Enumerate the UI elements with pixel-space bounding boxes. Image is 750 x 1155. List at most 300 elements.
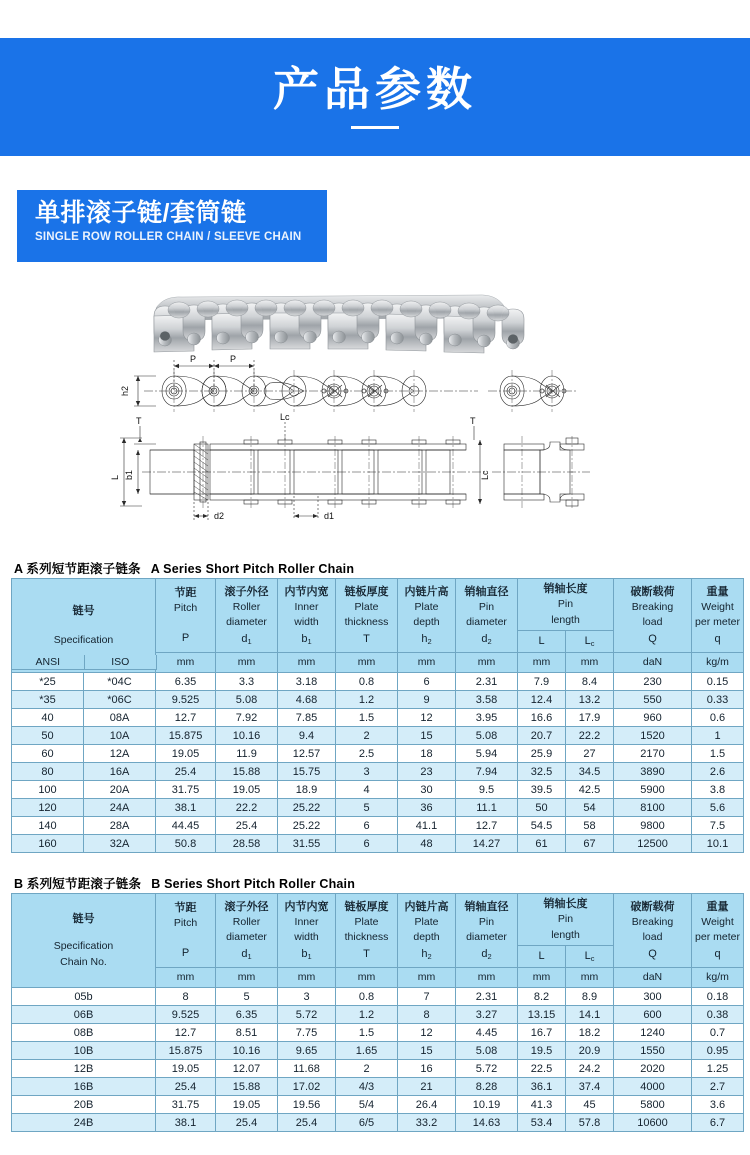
table-cell: 11.68 bbox=[278, 1060, 336, 1078]
label-inner-width: b1 bbox=[124, 469, 134, 480]
table-cell: 39.5 bbox=[518, 781, 566, 799]
table-cell: 31.75 bbox=[156, 1096, 216, 1114]
a-series-spec-table bbox=[11, 578, 744, 853]
table-cell: 11.1 bbox=[456, 799, 518, 817]
table-cell: 60 bbox=[12, 745, 84, 763]
table-cell: 3.18 bbox=[278, 673, 336, 691]
table-cell: 2.31 bbox=[456, 673, 518, 691]
table-cell: 15.88 bbox=[216, 1078, 278, 1096]
table-cell: 50.8 bbox=[156, 835, 216, 853]
table-cell: 34.5 bbox=[566, 763, 614, 781]
table-cell: 4/3 bbox=[336, 1078, 398, 1096]
table-cell: 5.08 bbox=[216, 691, 278, 709]
th-pin-length-group: 销轴长度 Pin length bbox=[518, 579, 614, 631]
table-cell: 0.18 bbox=[692, 988, 744, 1006]
table-cell: 15.875 bbox=[156, 727, 216, 745]
th-inner-width: 内节内宽 Inner width $b_1$ bbox=[278, 579, 336, 653]
table-cell: 19.5 bbox=[518, 1042, 566, 1060]
table-cell: 3.27 bbox=[456, 1006, 518, 1024]
table-cell: 06B bbox=[12, 1006, 156, 1024]
table-cell: 8.51 bbox=[216, 1024, 278, 1042]
th-unit-weight: kg/m bbox=[692, 652, 744, 673]
th-pin-length-Lc: $L_c$ bbox=[566, 631, 614, 652]
table-cell: 12B bbox=[12, 1060, 156, 1078]
th-b-unit-weight: kg/m bbox=[692, 967, 744, 988]
label-roller-diameter: d1 bbox=[324, 511, 335, 521]
table-cell: 08B bbox=[12, 1024, 156, 1042]
table-cell: 9.65 bbox=[278, 1042, 336, 1060]
label-pitch-1: P bbox=[190, 354, 197, 364]
table-cell: 10.1 bbox=[692, 835, 744, 853]
table-cell: 5.72 bbox=[456, 1060, 518, 1078]
table-cell: 37.4 bbox=[566, 1078, 614, 1096]
th-unit-pitch: mm bbox=[156, 652, 216, 673]
label-plate-thickness: T bbox=[136, 416, 142, 426]
th-b-unit-pitch: mm bbox=[156, 967, 216, 988]
table-cell: 6.35 bbox=[156, 673, 216, 691]
table-cell: 5.72 bbox=[278, 1006, 336, 1024]
table-row bbox=[12, 1024, 744, 1042]
table-cell: 25.22 bbox=[278, 817, 336, 835]
th-b-unit-inner-width: mm bbox=[278, 967, 336, 988]
table-cell: 25.4 bbox=[156, 1078, 216, 1096]
table-b-title-en: B Series Short Pitch Roller Chain bbox=[151, 877, 356, 891]
table-cell: 17.9 bbox=[566, 709, 614, 727]
th-b-pin-diameter: 销轴直径 Pin diameter $d_2$ bbox=[456, 894, 518, 968]
table-cell: 12.7 bbox=[156, 709, 216, 727]
table-row bbox=[12, 1006, 744, 1024]
technical-drawing bbox=[110, 354, 590, 521]
table-cell: 36 bbox=[398, 799, 456, 817]
table-cell: 31.75 bbox=[156, 781, 216, 799]
table-row bbox=[12, 1060, 744, 1078]
product-category-box bbox=[17, 190, 327, 262]
table-cell: 1.5 bbox=[336, 709, 398, 727]
th-b-pin-length-Lc: $L_c$ bbox=[566, 946, 614, 967]
table-cell: 9 bbox=[398, 691, 456, 709]
table-cell: 5800 bbox=[614, 1096, 692, 1114]
table-cell: 1240 bbox=[614, 1024, 692, 1042]
label-plate-depth: h2 bbox=[120, 385, 130, 396]
th-breaking-load: 破断载荷 Breaking load Q bbox=[614, 579, 692, 653]
table-cell: 40 bbox=[12, 709, 84, 727]
label-pin-length-Lc: Lc bbox=[280, 412, 290, 422]
table-cell: 1 bbox=[692, 727, 744, 745]
table-cell: 12.57 bbox=[278, 745, 336, 763]
table-cell: 22.5 bbox=[518, 1060, 566, 1078]
chain-photo bbox=[154, 295, 524, 353]
table-cell: 8.9 bbox=[566, 988, 614, 1006]
table-cell: 19.05 bbox=[216, 781, 278, 799]
table-cell: 5.6 bbox=[692, 799, 744, 817]
table-cell: 20A bbox=[84, 781, 156, 799]
page-header-banner bbox=[0, 38, 750, 156]
table-cell: 230 bbox=[614, 673, 692, 691]
table-cell: *04C bbox=[84, 673, 156, 691]
table-cell: 7.5 bbox=[692, 817, 744, 835]
table-cell: 27 bbox=[566, 745, 614, 763]
th-pin-diameter: 销轴直径 Pin diameter $d_2$ bbox=[456, 579, 518, 653]
table-cell: 4 bbox=[336, 781, 398, 799]
table-cell: 08A bbox=[84, 709, 156, 727]
table-cell: 24A bbox=[84, 799, 156, 817]
table-cell: 15.75 bbox=[278, 763, 336, 781]
table-cell: 100 bbox=[12, 781, 84, 799]
table-cell: 6.35 bbox=[216, 1006, 278, 1024]
table-cell: 18.2 bbox=[566, 1024, 614, 1042]
th-b-pitch: 节距 Pitch P bbox=[156, 894, 216, 968]
table-row bbox=[12, 673, 744, 691]
product-figure bbox=[0, 278, 750, 538]
table-cell: 17.02 bbox=[278, 1078, 336, 1096]
table-cell: 2020 bbox=[614, 1060, 692, 1078]
table-cell: 14.27 bbox=[456, 835, 518, 853]
table-cell: 23 bbox=[398, 763, 456, 781]
th-unit-plate-thickness: mm bbox=[336, 652, 398, 673]
table-a-title-cn: A 系列短节距滚子链条 bbox=[14, 562, 141, 576]
table-cell: 50 bbox=[518, 799, 566, 817]
table-cell: 2.7 bbox=[692, 1078, 744, 1096]
b-series-table-body bbox=[12, 988, 744, 1132]
table-cell: 44.45 bbox=[156, 817, 216, 835]
table-cell: 6/5 bbox=[336, 1114, 398, 1132]
page-title: 产品参数 bbox=[273, 62, 477, 115]
table-cell: 0.38 bbox=[692, 1006, 744, 1024]
table-cell: 12 bbox=[398, 1024, 456, 1042]
table-cell: 0.15 bbox=[692, 673, 744, 691]
table-cell: 16 bbox=[398, 1060, 456, 1078]
table-cell: 12.07 bbox=[216, 1060, 278, 1078]
table-cell: 2170 bbox=[614, 745, 692, 763]
table-cell: 1.2 bbox=[336, 691, 398, 709]
table-cell: 8 bbox=[156, 988, 216, 1006]
th-plate-depth: 内链片高 Plate depth $h_2$ bbox=[398, 579, 456, 653]
th-weight: 重量 Weight per meter q bbox=[692, 579, 744, 653]
table-cell: 9.5 bbox=[456, 781, 518, 799]
a-series-chainno-subheaders bbox=[11, 655, 157, 670]
table-cell: 7.9 bbox=[518, 673, 566, 691]
table-row bbox=[12, 799, 744, 817]
table-cell: 14.63 bbox=[456, 1114, 518, 1132]
table-cell: 12.7 bbox=[456, 817, 518, 835]
table-cell: 7.75 bbox=[278, 1024, 336, 1042]
th-b-unit-pin-length-Lc: mm bbox=[566, 967, 614, 988]
table-row bbox=[12, 988, 744, 1006]
table-cell: 3890 bbox=[614, 763, 692, 781]
table-cell: 67 bbox=[566, 835, 614, 853]
th-roller-diameter: 滚子外径 Roller diameter $d_1$ bbox=[216, 579, 278, 653]
table-b-header-row-1 bbox=[12, 894, 744, 946]
th-b-pin-length-L: L bbox=[518, 946, 566, 967]
th-b-pin-length-group: 销轴长度 Pin length bbox=[518, 894, 614, 946]
table-cell: 7 bbox=[398, 988, 456, 1006]
table-a-title bbox=[14, 559, 354, 577]
table-cell: 1550 bbox=[614, 1042, 692, 1060]
table-cell: 0.7 bbox=[692, 1024, 744, 1042]
table-cell: 10.16 bbox=[216, 727, 278, 745]
table-cell: *06C bbox=[84, 691, 156, 709]
table-cell: 20.9 bbox=[566, 1042, 614, 1060]
table-cell: 8.4 bbox=[566, 673, 614, 691]
table-cell: 21 bbox=[398, 1078, 456, 1096]
table-cell: 1.65 bbox=[336, 1042, 398, 1060]
table-row bbox=[12, 709, 744, 727]
table-cell: 33.2 bbox=[398, 1114, 456, 1132]
table-cell: 5900 bbox=[614, 781, 692, 799]
th-unit-plate-depth: mm bbox=[398, 652, 456, 673]
table-cell: 25.4 bbox=[216, 1114, 278, 1132]
table-cell: 2.6 bbox=[692, 763, 744, 781]
table-cell: 0.8 bbox=[336, 988, 398, 1006]
table-cell: 53.4 bbox=[518, 1114, 566, 1132]
table-cell: 7.94 bbox=[456, 763, 518, 781]
table-cell: 20.7 bbox=[518, 727, 566, 745]
table-cell: 3.3 bbox=[216, 673, 278, 691]
table-cell: 5.08 bbox=[456, 1042, 518, 1060]
table-cell: 10B bbox=[12, 1042, 156, 1060]
table-cell: 32A bbox=[84, 835, 156, 853]
a-series-table-body bbox=[12, 673, 744, 853]
table-cell: 12A bbox=[84, 745, 156, 763]
table-cell: 18 bbox=[398, 745, 456, 763]
table-cell: 15.875 bbox=[156, 1042, 216, 1060]
th-b-unit-roller-diameter: mm bbox=[216, 967, 278, 988]
table-row bbox=[12, 763, 744, 781]
table-cell: 300 bbox=[614, 988, 692, 1006]
table-cell: 57.8 bbox=[566, 1114, 614, 1132]
label-pin-length-L: L bbox=[110, 474, 120, 480]
table-cell: 25.4 bbox=[216, 817, 278, 835]
table-row bbox=[12, 691, 744, 709]
table-cell: 16B bbox=[12, 1078, 156, 1096]
th-b-unit-pin-diameter: mm bbox=[456, 967, 518, 988]
table-cell: 1520 bbox=[614, 727, 692, 745]
table-cell: *35 bbox=[12, 691, 84, 709]
table-row bbox=[12, 745, 744, 763]
th-b-roller-diameter: 滚子外径 Roller diameter $d_1$ bbox=[216, 894, 278, 968]
table-cell: 61 bbox=[518, 835, 566, 853]
product-category-cn: 单排滚子链/套筒链 bbox=[35, 199, 247, 227]
table-cell: 3.95 bbox=[456, 709, 518, 727]
table-row bbox=[12, 781, 744, 799]
th-unit-roller-diameter: mm bbox=[216, 652, 278, 673]
table-cell: 0.6 bbox=[692, 709, 744, 727]
table-cell: 5/4 bbox=[336, 1096, 398, 1114]
table-cell: 960 bbox=[614, 709, 692, 727]
table-cell: 12.4 bbox=[518, 691, 566, 709]
table-cell: 10600 bbox=[614, 1114, 692, 1132]
th-b-plate-thickness: 链板厚度 Plate thickness T bbox=[336, 894, 398, 968]
th-unit-breaking-load: daN bbox=[614, 652, 692, 673]
table-cell: 600 bbox=[614, 1006, 692, 1024]
table-cell: 15 bbox=[398, 1042, 456, 1060]
table-cell: 38.1 bbox=[156, 1114, 216, 1132]
table-cell: 28A bbox=[84, 817, 156, 835]
table-cell: 11.9 bbox=[216, 745, 278, 763]
label-pitch-2: P bbox=[230, 354, 237, 364]
table-cell: 6 bbox=[398, 673, 456, 691]
table-cell: 5.08 bbox=[456, 727, 518, 745]
table-cell: 3 bbox=[336, 763, 398, 781]
table-cell: 31.55 bbox=[278, 835, 336, 853]
table-cell: 140 bbox=[12, 817, 84, 835]
table-cell: 7.85 bbox=[278, 709, 336, 727]
table-cell: 1.25 bbox=[692, 1060, 744, 1078]
table-cell: 45 bbox=[566, 1096, 614, 1114]
table-cell: 8.2 bbox=[518, 988, 566, 1006]
table-cell: 1.2 bbox=[336, 1006, 398, 1024]
table-cell: 22.2 bbox=[566, 727, 614, 745]
table-cell: 25.22 bbox=[278, 799, 336, 817]
table-cell: 2 bbox=[336, 1060, 398, 1078]
th-b-unit-breaking-load: daN bbox=[614, 967, 692, 988]
table-cell: 22.2 bbox=[216, 799, 278, 817]
th-pitch: 节距 Pitch P bbox=[156, 579, 216, 653]
table-cell: 16A bbox=[84, 763, 156, 781]
table-cell: 7.92 bbox=[216, 709, 278, 727]
table-cell: 3.6 bbox=[692, 1096, 744, 1114]
table-cell: 25.4 bbox=[278, 1114, 336, 1132]
table-cell: 1.5 bbox=[336, 1024, 398, 1042]
th-unit-pin-diameter: mm bbox=[456, 652, 518, 673]
th-plate-thickness: 链板厚度 Plate thickness T bbox=[336, 579, 398, 653]
table-cell: 24.2 bbox=[566, 1060, 614, 1078]
table-cell: 3.58 bbox=[456, 691, 518, 709]
label-plate-thickness-2: T bbox=[470, 416, 476, 426]
table-cell: 10.19 bbox=[456, 1096, 518, 1114]
table-cell: *25 bbox=[12, 673, 84, 691]
th-b-unit-pin-length-L: mm bbox=[518, 967, 566, 988]
th-b-chain-no: 链号 Specification Chain No. bbox=[12, 894, 156, 988]
table-cell: 6 bbox=[336, 835, 398, 853]
table-cell: 2 bbox=[336, 727, 398, 745]
th-b-breaking-load: 破断载荷 Breaking load Q bbox=[614, 894, 692, 968]
table-cell: 5.94 bbox=[456, 745, 518, 763]
th-b-unit-plate-thickness: mm bbox=[336, 967, 398, 988]
table-a-title-en: A Series Short Pitch Roller Chain bbox=[150, 562, 355, 576]
table-cell: 10A bbox=[84, 727, 156, 745]
table-cell: 8100 bbox=[614, 799, 692, 817]
table-cell: 4.68 bbox=[278, 691, 336, 709]
table-a-header-row-1 bbox=[12, 579, 744, 631]
th-b-inner-width: 内节内宽 Inner width $b_1$ bbox=[278, 894, 336, 968]
table-row bbox=[12, 727, 744, 745]
table-cell: 6 bbox=[336, 817, 398, 835]
table-cell: 48 bbox=[398, 835, 456, 853]
table-cell: 160 bbox=[12, 835, 84, 853]
th-pin-length-L: L bbox=[518, 631, 566, 652]
table-row bbox=[12, 1078, 744, 1096]
label-pin-diameter: d2 bbox=[214, 511, 225, 521]
table-cell: 13.15 bbox=[518, 1006, 566, 1024]
table-cell: 3.8 bbox=[692, 781, 744, 799]
table-cell: 19.56 bbox=[278, 1096, 336, 1114]
table-cell: 58 bbox=[566, 817, 614, 835]
table-cell: 2.31 bbox=[456, 988, 518, 1006]
table-cell: 9800 bbox=[614, 817, 692, 835]
label-pin-length-Lc-2: Lc bbox=[480, 470, 490, 480]
th-chain-no: 链号 Specification bbox=[12, 579, 156, 673]
table-row bbox=[12, 1114, 744, 1132]
table-cell: 24B bbox=[12, 1114, 156, 1132]
table-cell: 26.4 bbox=[398, 1096, 456, 1114]
th-b-plate-depth: 内链片高 Plate depth $h_2$ bbox=[398, 894, 456, 968]
table-cell: 1.5 bbox=[692, 745, 744, 763]
table-cell: 19.05 bbox=[216, 1096, 278, 1114]
table-cell: 5 bbox=[216, 988, 278, 1006]
table-cell: 32.5 bbox=[518, 763, 566, 781]
b-series-spec-table bbox=[11, 893, 744, 1132]
table-cell: 16.6 bbox=[518, 709, 566, 727]
table-cell: 12500 bbox=[614, 835, 692, 853]
th-b-unit-plate-depth: mm bbox=[398, 967, 456, 988]
table-cell: 19.05 bbox=[156, 1060, 216, 1078]
table-cell: 54 bbox=[566, 799, 614, 817]
table-cell: 12 bbox=[398, 709, 456, 727]
table-b-title bbox=[14, 874, 355, 892]
table-row bbox=[12, 817, 744, 835]
th-iso: ISO bbox=[84, 655, 158, 670]
table-cell: 30 bbox=[398, 781, 456, 799]
table-row bbox=[12, 835, 744, 853]
table-cell: 28.58 bbox=[216, 835, 278, 853]
table-cell: 12.7 bbox=[156, 1024, 216, 1042]
table-cell: 25.4 bbox=[156, 763, 216, 781]
table-cell: 20B bbox=[12, 1096, 156, 1114]
table-cell: 15.88 bbox=[216, 763, 278, 781]
table-cell: 2.5 bbox=[336, 745, 398, 763]
table-cell: 4.45 bbox=[456, 1024, 518, 1042]
table-cell: 9.525 bbox=[156, 691, 216, 709]
th-ansi: ANSI bbox=[11, 655, 84, 670]
table-cell: 0.95 bbox=[692, 1042, 744, 1060]
table-cell: 13.2 bbox=[566, 691, 614, 709]
th-unit-pin-length-Lc: mm bbox=[566, 652, 614, 673]
table-cell: 18.9 bbox=[278, 781, 336, 799]
product-category-en: SINGLE ROW ROLLER CHAIN / SLEEVE CHAIN bbox=[35, 231, 302, 244]
table-cell: 15 bbox=[398, 727, 456, 745]
th-unit-pin-length-L: mm bbox=[518, 652, 566, 673]
th-unit-inner-width: mm bbox=[278, 652, 336, 673]
table-cell: 14.1 bbox=[566, 1006, 614, 1024]
table-cell: 42.5 bbox=[566, 781, 614, 799]
table-cell: 41.1 bbox=[398, 817, 456, 835]
table-cell: 6.7 bbox=[692, 1114, 744, 1132]
table-cell: 25.9 bbox=[518, 745, 566, 763]
product-figure-svg bbox=[0, 278, 750, 538]
table-cell: 9.525 bbox=[156, 1006, 216, 1024]
table-cell: 80 bbox=[12, 763, 84, 781]
table-cell: 9.4 bbox=[278, 727, 336, 745]
table-cell: 16.7 bbox=[518, 1024, 566, 1042]
table-cell: 54.5 bbox=[518, 817, 566, 835]
table-cell: 50 bbox=[12, 727, 84, 745]
table-cell: 19.05 bbox=[156, 745, 216, 763]
table-cell: 38.1 bbox=[156, 799, 216, 817]
table-cell: 5 bbox=[336, 799, 398, 817]
table-cell: 120 bbox=[12, 799, 84, 817]
table-cell: 36.1 bbox=[518, 1078, 566, 1096]
table-row bbox=[12, 1042, 744, 1060]
title-underline-rule bbox=[351, 126, 399, 129]
table-cell: 550 bbox=[614, 691, 692, 709]
table-b-title-cn: B 系列短节距滚子链条 bbox=[14, 877, 142, 891]
table-cell: 4000 bbox=[614, 1078, 692, 1096]
table-cell: 0.8 bbox=[336, 673, 398, 691]
table-cell: 10.16 bbox=[216, 1042, 278, 1060]
table-cell: 3 bbox=[278, 988, 336, 1006]
table-cell: 8 bbox=[398, 1006, 456, 1024]
